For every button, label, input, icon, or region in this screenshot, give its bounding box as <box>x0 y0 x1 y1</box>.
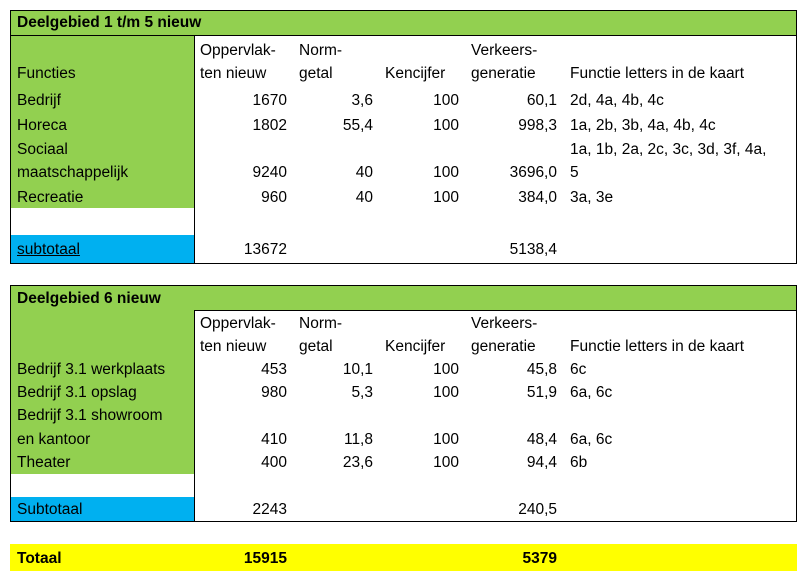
subtotal-label: Subtotaal <box>17 501 83 518</box>
row-ken: 100 <box>433 384 459 401</box>
totaal-opp: 15915 <box>243 550 287 567</box>
row-verk: 94,4 <box>526 454 557 471</box>
totaal-bar <box>10 544 797 571</box>
row-letters-line1: 1a, 1b, 2a, 2c, 3c, 3d, 3f, 4a, <box>570 141 767 158</box>
table2-title: Deelgebied 6 nieuw <box>17 290 161 307</box>
totaal-verk: 5379 <box>522 550 557 567</box>
row-opp: 960 <box>261 189 287 206</box>
table1-header-opp-1: Oppervlak- <box>200 42 276 59</box>
row-norm: 23,6 <box>342 454 373 471</box>
subtotal-verk: 5138,4 <box>509 241 557 258</box>
row-opp: 410 <box>261 431 287 448</box>
row-ken: 100 <box>433 361 459 378</box>
table1-header-norm-2: getal <box>299 65 333 82</box>
row-norm: 55,4 <box>342 117 373 134</box>
table1-title: Deelgebied 1 t/m 5 nieuw <box>17 14 202 31</box>
table2-header-kencijfer: Kencijfer <box>385 338 446 355</box>
table1-header-letters: Functie letters in de kaart <box>570 65 745 82</box>
row-ken: 100 <box>433 431 459 448</box>
table1-header-verk-1: Verkeers- <box>471 42 538 59</box>
row-name: Theater <box>17 454 71 471</box>
table2-header-verk-2: generatie <box>471 338 536 355</box>
row-name: Recreatie <box>17 189 84 206</box>
row-norm: 10,1 <box>342 361 373 378</box>
row-norm: 3,6 <box>351 92 373 109</box>
subtotal-verk: 240,5 <box>518 501 557 518</box>
row-name: Bedrijf <box>17 92 61 109</box>
row-letters-line2: 5 <box>570 164 579 181</box>
row-norm: 5,3 <box>351 384 373 401</box>
table2-header-verk-1: Verkeers- <box>471 315 538 332</box>
row-name-line2: maatschappelijk <box>17 164 129 181</box>
row-norm: 11,8 <box>343 431 373 448</box>
table2-header-opp-2: ten nieuw <box>200 338 267 355</box>
table1-header-opp-2: ten nieuw <box>200 65 267 82</box>
row-name-line2: en kantoor <box>17 431 91 448</box>
table2-header-letters: Functie letters in de kaart <box>570 338 745 355</box>
row-verk: 60,1 <box>526 92 557 109</box>
row-ken: 100 <box>433 189 459 206</box>
table1-header-kencijfer: Kencijfer <box>385 65 446 82</box>
row-letters: 1a, 2b, 3b, 4a, 4b, 4c <box>570 117 716 134</box>
row-verk: 51,9 <box>526 384 557 401</box>
row-ken: 100 <box>433 117 459 134</box>
row-norm: 40 <box>355 189 373 206</box>
row-name: Bedrijf 3.1 werkplaats <box>17 361 166 378</box>
row-opp: 9240 <box>252 164 287 181</box>
table2-header-norm-1: Norm- <box>299 315 343 332</box>
row-letters: 6a, 6c <box>570 431 613 448</box>
row-ken: 100 <box>433 164 459 181</box>
table1-header-functies: Functies <box>17 65 76 82</box>
row-verk: 998,3 <box>518 117 557 134</box>
table1-header-verk-2: generatie <box>471 65 536 82</box>
row-opp: 400 <box>261 454 287 471</box>
row-opp: 980 <box>261 384 287 401</box>
row-letters: 6b <box>570 454 588 471</box>
row-name-line1: Bedrijf 3.1 showroom <box>17 407 163 424</box>
row-norm: 40 <box>355 164 373 181</box>
row-opp: 453 <box>261 361 287 378</box>
subtotal-opp: 2243 <box>252 501 287 518</box>
row-verk: 384,0 <box>518 189 557 206</box>
row-name: Horeca <box>17 117 67 134</box>
row-opp: 1670 <box>252 92 287 109</box>
row-letters: 3a, 3e <box>570 189 614 206</box>
table2-header-opp-1: Oppervlak- <box>200 315 276 332</box>
table1-header-norm-1: Norm- <box>299 42 343 59</box>
subtotal-label[interactable]: subtotaal <box>17 241 80 258</box>
totaal-label: Totaal <box>17 550 62 567</box>
row-letters: 6a, 6c <box>570 384 613 401</box>
row-verk: 45,8 <box>526 361 557 378</box>
row-letters: 2d, 4a, 4b, 4c <box>570 92 664 109</box>
row-ken: 100 <box>433 454 459 471</box>
row-verk: 48,4 <box>526 431 557 448</box>
row-name-line1: Sociaal <box>17 141 68 158</box>
subtotal-opp: 13672 <box>243 241 287 258</box>
table2-header-norm-2: getal <box>299 338 333 355</box>
row-letters: 6c <box>570 361 587 378</box>
row-ken: 100 <box>433 92 459 109</box>
row-verk: 3696,0 <box>509 164 557 181</box>
row-opp: 1802 <box>252 117 287 134</box>
row-name: Bedrijf 3.1 opslag <box>17 384 137 401</box>
